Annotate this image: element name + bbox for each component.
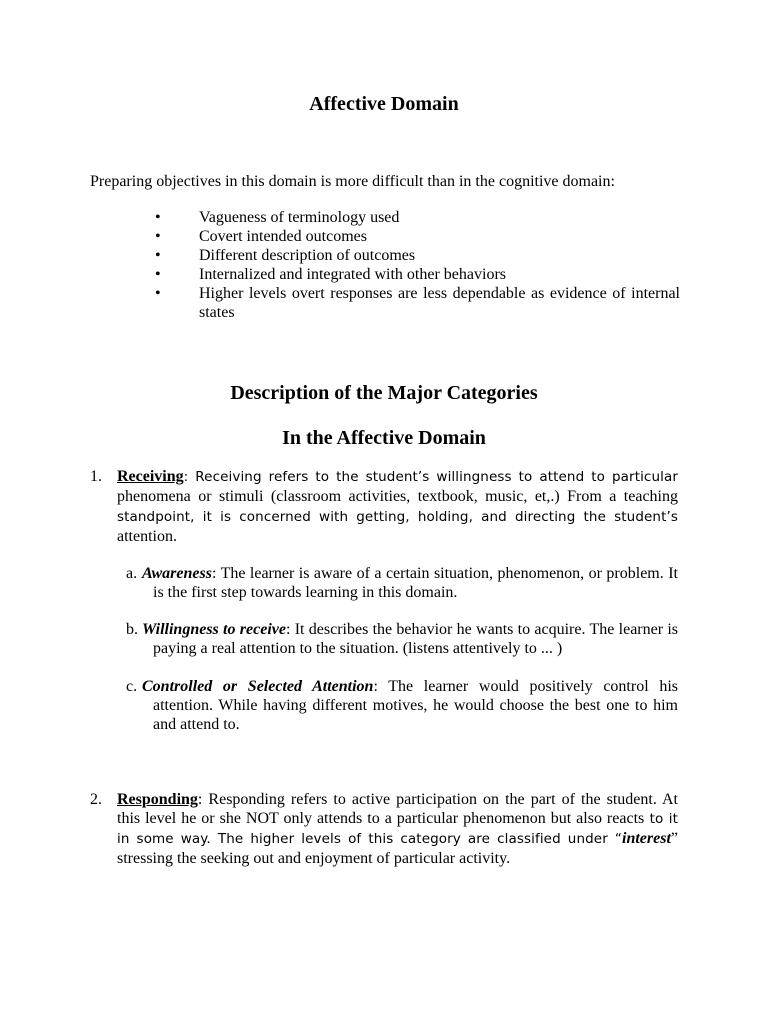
receiving-text-1: Receiving refers to the student’s willingness to attend to particular (188, 469, 678, 485)
bullet-list (150, 208, 680, 322)
controlled-attention-term: Controlled or Selected Attention (142, 678, 374, 695)
receiving-text-3: standpoint, it is concerned with getting, holding, and directing the student’s (117, 509, 678, 525)
controlled-attention-item (126, 677, 678, 734)
list-item: • Higher levels overt responses are less dependable as evidence of internal states (155, 285, 680, 321)
receiving-text-4: attention. (117, 528, 177, 545)
awareness-text: : The learner is aware of a certain situation, phenomenon, or problem. It is the first step towards learning in this domain. (153, 565, 678, 601)
list-item: • Internalized and integrated with other behaviors (155, 266, 506, 283)
willingness-term: Willingness to receive (142, 621, 286, 638)
receiving-text-2: phenomena or stimuli (classroom activities, textbook, music, et,.) From a teaching (117, 488, 678, 505)
bullet-icon: • (155, 285, 161, 302)
responding-text-3: ” stressing the seeking out and enjoyment of particular activity. (117, 830, 678, 867)
list-item: • Different description of outcomes (155, 247, 416, 264)
responding-text-1: : Responding refers to active participation on the part of the student. At this level he or she NOT only attends to a particular phenomenon but also reacts (117, 791, 678, 827)
bullet-icon: • (155, 209, 161, 226)
intro-paragraph: Preparing objectives in this domain is more difficult than in the cognitive domain: (90, 173, 615, 190)
interest-emphasis: interest (622, 830, 671, 847)
item-number: 2. (90, 791, 102, 808)
awareness-item (126, 564, 678, 602)
willingness-text: : It describes the behavior he wants to acquire. The learner is paying a real attention to the situation. (listens attentively to ... ) (153, 621, 679, 657)
bullet-icon: • (155, 266, 161, 283)
willingness-item (126, 620, 678, 658)
item-label: c. (126, 678, 138, 695)
responding-item (90, 790, 678, 868)
bullet-icon: • (155, 247, 161, 264)
responding-term: Responding (117, 791, 198, 808)
receiving-term: Receiving (117, 468, 184, 485)
list-item: • Covert intended outcomes (155, 228, 367, 245)
item-label: b. (126, 621, 138, 638)
item-number: 1. (90, 468, 102, 485)
bullet-icon: • (155, 228, 161, 245)
receiving-item: 1. Receiving: Receiving refers to the student’s willingness to attend to particular phenomena or stimuli (classroom activities, textbook, music, et,.) From a teaching standpoint, it is concerned with getting, holding, and directing the student’s attention. (90, 468, 678, 545)
section-heading-line2: In the Affective Domain (282, 427, 486, 449)
section-heading-line1: Description of the Major Categories (230, 382, 538, 404)
page-title: Affective Domain (309, 93, 459, 115)
awareness-term: Awareness (142, 565, 212, 582)
list-item: • Vagueness of terminology used (155, 209, 400, 226)
controlled-attention-text: : The learner would positively control his attention. While having different motives, he would choose the best one to him and attend to. (153, 678, 678, 733)
responding-text-2: to it in some way. The higher levels of this category are classified under “ (117, 811, 678, 847)
item-label: a. (126, 565, 138, 582)
